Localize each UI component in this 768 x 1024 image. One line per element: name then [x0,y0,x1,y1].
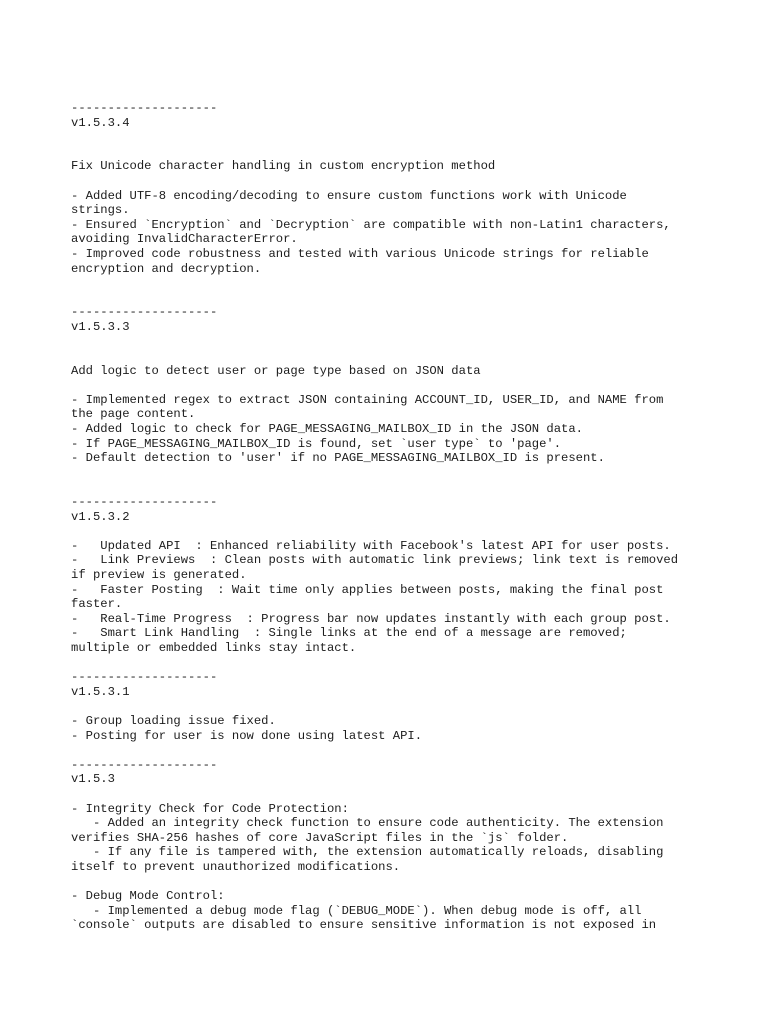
version-separator: -------------------- [71,757,218,772]
text-line: verifies SHA-256 hashes of core JavaScript files in the `js` folder. [71,830,569,845]
blank-line [71,466,761,481]
blank-line [71,145,761,160]
text-line: - Integrity Check for Code Protection: [71,801,349,816]
version-separator: -------------------- [71,101,218,115]
text-line: - Group loading issue fixed. [71,713,276,728]
blank-line [71,699,761,714]
version-separator: -------------------- [71,670,218,685]
blank-line [71,349,761,364]
text-line: - If any file is tampered with, the extension automatically reloads, disabling [71,845,664,860]
version-heading: v1.5.3.3 [71,319,130,334]
blank-line [71,130,761,145]
blank-line [71,378,761,393]
blank-line [71,480,761,495]
blank-line [71,174,761,189]
text-line: - If PAGE_MESSAGING_MAILBOX_ID is found, set `user type` to 'page'. [71,436,562,451]
text-line: - Added logic to check for PAGE_MESSAGING_MAILBOX_ID in the JSON data. [71,422,583,437]
text-line: strings. [71,203,130,218]
blank-line [71,656,761,671]
text-line: - Debug Mode Control: [71,889,225,904]
blank-line [71,291,761,306]
text-line: if preview is generated. [71,568,247,582]
text-line: - Posting for user is now done using latest API. [71,728,423,743]
text-line: - Added UTF-8 encoding/decoding to ensure custom functions work with Unicode [71,188,627,203]
text-line: - Added an integrity check function to ensure code authenticity. The extension [71,816,664,831]
text-line: - Smart Link Handling : Single links at the end of a message are removed; [71,626,627,641]
blank-line [71,524,761,539]
text-line: encryption and decryption. [71,261,262,276]
version-heading: v1.5.3.4 [71,115,130,130]
changelog-document [71,101,761,933]
text-line: - Real-Time Progress : Progress bar now updates instantly with each group post. [71,611,671,626]
text-line: Add logic to detect user or page type based on JSON data [71,363,481,378]
version-separator: -------------------- [71,495,218,510]
text-line: Fix Unicode character handling in custom encryption method [71,159,496,174]
blank-line [71,743,761,758]
blank-line [71,335,761,350]
text-line: the page content. [71,407,196,422]
blank-line [71,787,761,802]
text-line: - Link Previews : Clean posts with automatic link previews; link text is removed [71,553,679,568]
text-line: `console` outputs are disabled to ensure sensitive information is not exposed in [71,918,657,933]
text-line: avoiding InvalidCharacterError. [71,232,298,247]
text-line: - Faster Posting : Wait time only applies between posts, making the final post [71,582,664,597]
version-heading: v1.5.3 [71,772,115,787]
text-line: - Updated API : Enhanced reliability with Facebook's latest API for user posts. [71,538,671,553]
text-line: itself to prevent unauthorized modifications. [71,859,401,874]
text-line: - Implemented regex to extract JSON containing ACCOUNT_ID, USER_ID, and NAME from [71,392,664,407]
blank-line [71,874,761,889]
text-line: - Ensured `Encryption` and `Decryption` are compatible with non-Latin1 characters, [71,217,671,232]
text-line: - Default detection to 'user' if no PAGE_MESSAGING_MAILBOX_ID is present. [71,451,605,466]
text-line: faster. [71,597,123,612]
text-line: - Implemented a debug mode flag (`DEBUG_MODE`). When debug mode is off, all [71,903,642,918]
version-heading: v1.5.3.1 [71,684,130,699]
version-heading: v1.5.3.2 [71,509,130,524]
blank-line [71,276,761,291]
version-separator: -------------------- [71,305,218,320]
text-line: - Improved code robustness and tested with various Unicode strings for reliable [71,246,649,261]
text-line: multiple or embedded links stay intact. [71,640,357,655]
